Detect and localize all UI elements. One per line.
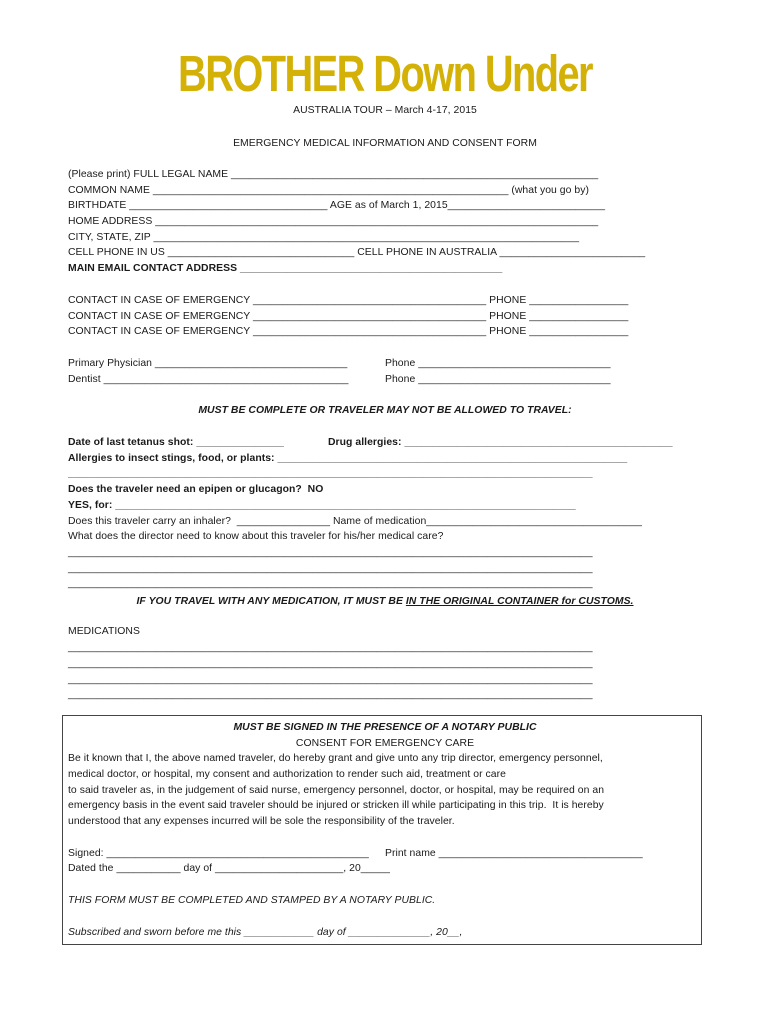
insect-allergies-field[interactable]: Allergies to insect stings, food, or plants: ____________________________________________________________ [68,453,628,464]
main-email-field[interactable]: MAIN EMAIL CONTACT ADDRESS _____________________________________________ [68,263,503,274]
medication-line[interactable]: __________________________________________________________________________________________ [68,689,593,700]
inhaler-field[interactable]: Does this traveler carry an inhaler? ________________ Name of medication_____________________________________ [68,516,642,527]
common-name-field[interactable]: COMMON NAME _____________________________________________________________ (what you go by) [68,185,589,196]
consent-text-line: understood that any expenses incurred will be sole the responsibility of the traveler. [68,816,455,827]
medication-warning-text: IF YOU TRAVEL WITH ANY MEDICATION, IT MUST BE [136,596,406,607]
city-state-zip-field[interactable]: CITY, STATE, ZIP _________________________________________________________________________ [68,232,580,243]
primary-physician-phone-field[interactable]: Phone _________________________________ [385,358,611,369]
director-answer-line[interactable]: __________________________________________________________________________________________ [68,578,593,589]
medication-warning [0,595,770,609]
medications-label: MEDICATIONS [68,626,140,637]
medication-warning-underlined: IN THE ORIGINAL CONTAINER for CUSTOMS. [405,596,634,607]
home-address-field[interactable]: HOME ADDRESS ____________________________________________________________________________ [68,216,599,227]
emergency-contact-3[interactable]: CONTACT IN CASE OF EMERGENCY ________________________________________ PHONE _________________ [68,326,629,337]
allergies-extra-line[interactable]: __________________________________________________________________________________________ [68,468,593,479]
travel-warning: MUST BE COMPLETE OR TRAVELER MAY NOT BE ALLOWED TO TRAVEL: [198,405,572,416]
notary-stamp-note: THIS FORM MUST BE COMPLETED AND STAMPED BY A NOTARY PUBLIC. [68,895,436,906]
consent-text-line: emergency basis in the event said traveler should be injured or stricken ill while participating in this trip. It is hereby [68,800,604,811]
consent-title: CONSENT FOR EMERGENCY CARE [295,738,475,749]
subscribed-sworn-field[interactable]: Subscribed and sworn before me this ____________ day of ______________, 20__, [68,927,463,938]
emergency-contact-1[interactable]: CONTACT IN CASE OF EMERGENCY ________________________________________ PHONE _________________ [68,295,629,306]
medication-line[interactable]: __________________________________________________________________________________________ [68,674,593,685]
cell-phone-fields[interactable]: CELL PHONE IN US ________________________________ CELL PHONE IN AUSTRALIA _________________________ [68,247,646,258]
medication-line[interactable]: __________________________________________________________________________________________ [68,658,593,669]
emergency-contact-2[interactable]: CONTACT IN CASE OF EMERGENCY ________________________________________ PHONE _________________ [68,311,629,322]
consent-text-line: Be it known that I, the above named traveler, do hereby grant and give unto any trip director, emergency personnel, [68,753,603,764]
print-name-field[interactable]: Print name ___________________________________ [385,848,643,859]
dentist-field[interactable]: Dentist __________________________________________ [68,374,349,385]
drug-allergies-field[interactable]: Drug allergies: ______________________________________________ [328,437,673,448]
tour-subtitle: AUSTRALIA TOUR – March 4-17, 2015 [293,105,477,116]
dentist-phone-field[interactable]: Phone _________________________________ [385,374,611,385]
page-title: BROTHER Down Under [178,45,592,102]
full-legal-name-field[interactable]: (Please print) FULL LEGAL NAME _______________________________________________________________ [68,169,599,180]
director-question: What does the director need to know about this traveler for his/her medical care? [68,531,444,542]
consent-text-line: medical doctor, or hospital, my consent and authorization to render such aid, treatment or care [68,769,506,780]
director-answer-line[interactable]: __________________________________________________________________________________________ [68,563,593,574]
director-answer-line[interactable]: __________________________________________________________________________________________ [68,547,593,558]
date-field[interactable]: Dated the ___________ day of ______________________, 20_____ [68,863,390,874]
consent-text-line: to said traveler as, in the judgement of said nurse, emergency personnel, doctor, or hospital, may be required on an [68,785,605,796]
epipen-question: Does the traveler need an epipen or glucagon? NO [68,484,324,495]
medication-line[interactable]: __________________________________________________________________________________________ [68,642,593,653]
tetanus-field[interactable]: Date of last tetanus shot: _______________ [68,437,284,448]
form-title: EMERGENCY MEDICAL INFORMATION AND CONSENT FORM [233,138,537,149]
epipen-yes-field[interactable]: YES, for: _______________________________________________________________________________ [68,500,576,511]
notary-header: MUST BE SIGNED IN THE PRESENCE OF A NOTARY PUBLIC [233,722,537,733]
birthdate-age-field[interactable]: BIRTHDATE __________________________________ AGE as of March 1, 2015___________________________ [68,200,606,211]
primary-physician-field[interactable]: Primary Physician _________________________________ [68,358,348,369]
signature-field[interactable]: Signed: _____________________________________________ [68,848,369,859]
